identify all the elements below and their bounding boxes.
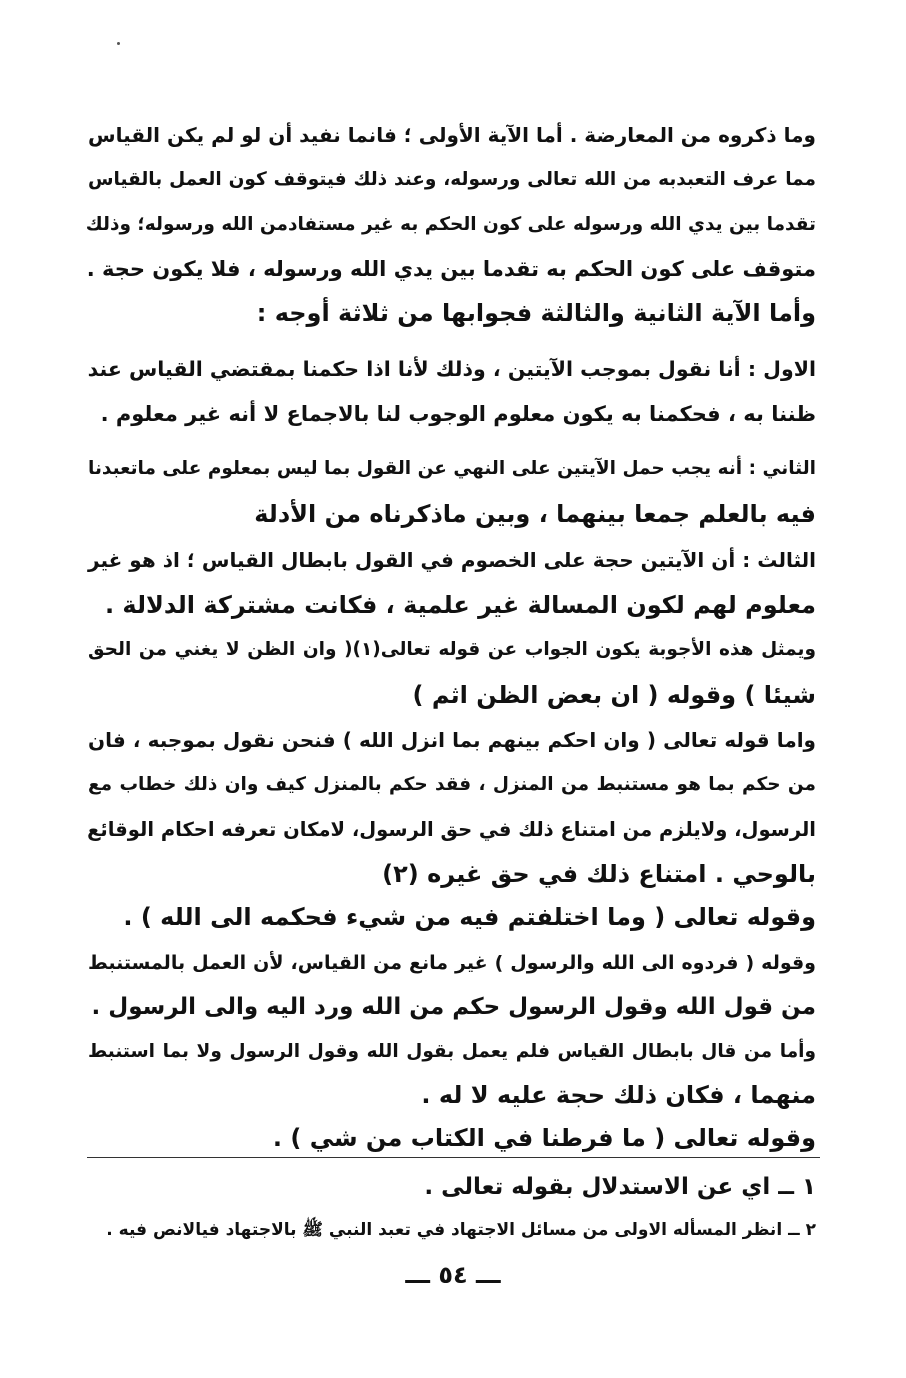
body-line: وقوله تعالى ( وما اختلفتم فيه من شيء فحكمه الى الله ) . — [123, 903, 816, 931]
body-line: من حكم بما هو مستنبط من المنزل ، فقد حكم بالمنزل كيف وان ذلك خطاب مع — [88, 774, 816, 795]
body-line: فيه بالعلم جمعا بينهما ، وبين ماذكرناه من الأدلة — [254, 500, 816, 528]
body-line: متوقف على كون الحكم به تقدما بين يدي الله ورسوله ، فلا يكون حجة . — [86, 257, 816, 281]
body-line: ويمثل هذه الأجوبة يكون الجواب عن قوله تعالى(١)( وان الظن لا يغني من الحق — [88, 639, 816, 660]
body-line: وأما من قال بابطال القياس فلم يعمل بقول الله وقول الرسول ولا بما استنبط — [88, 1041, 816, 1062]
scan-speck — [117, 42, 120, 45]
footnote-divider — [87, 1157, 820, 1158]
footnote: ١ ــ اي عن الاستدلال بقوله تعالى . — [424, 1174, 816, 1200]
body-line: تقدما بين يدي الله ورسوله على كون الحكم به غير مستفادمن الله ورسوله؛ وذلك — [85, 214, 816, 235]
footnote: ٢ ــ انظر المسأله الاولى من مسائل الاجتهاد في تعبد النبي ﷺ بالاجتهاد فيالانص فيه . — [106, 1220, 816, 1240]
body-line: الرسول، ولايلزم من امتناع ذلك في حق الرسول، لامكان تعرفه احكام الوقائع — [87, 818, 816, 841]
body-line: معلوم لهم لكون المسالة غير علمية ، فكانت مشتركة الدلالة . — [104, 591, 816, 619]
body-line: الثالث : أن الآيتين حجة على الخصوم في القول بابطال القياس ؛ اذ هو غير — [88, 548, 816, 572]
body-line: منهما ، فكان ذلك حجة عليه لا له . — [421, 1081, 816, 1109]
body-line: مما عرف التعبدبه من الله تعالى ورسوله، وعند ذلك فيتوقف كون العمل بالقياس — [88, 169, 816, 190]
body-line: وقوله ( فردوه الى الله والرسول ) غير مانع من القياس، لأن العمل بالمستنبط — [88, 952, 816, 974]
body-line: بالوحي . امتناع ذلك في حق غيره (٢) — [382, 860, 816, 888]
body-line: الاول : أنا نقول بموجب الآيتين ، وذلك لأنا اذا حكمنا بمقتضي القياس عند — [87, 357, 816, 381]
body-line: ظننا به ، فحكمنا به يكون معلوم الوجوب لنا بالاجماع لا أنه غير معلوم . — [100, 402, 816, 426]
body-line: وقوله تعالى ( ما فرطنا في الكتاب من شي ) . — [272, 1124, 816, 1152]
body-line: وأما الآية الثانية والثالثة فجوابها من ثلاثة أوجه : — [256, 299, 816, 327]
page-number: ـــ ٥٤ ـــ — [405, 1261, 501, 1289]
body-line: شيئا ) وقوله ( ان بعض الظن اثم ) — [412, 681, 816, 709]
body-line: وما ذكروه من المعارضة . أما الآية الأولى ؛ فانما نفيد أن لو لم يكن القياس — [88, 123, 816, 147]
body-line: من قول الله وقول الرسول حكم من الله ورد اليه والى الرسول . — [91, 994, 816, 1020]
body-line: الثاني : أنه يجب حمل الآيتين على النهي عن القول بما ليس بمعلوم على ماتعبدنا — [88, 458, 816, 479]
body-line: واما قوله تعالى ( وان احكم بينهم بما انزل الله ) فنحن نقول بموجبه ، فان — [88, 728, 816, 752]
